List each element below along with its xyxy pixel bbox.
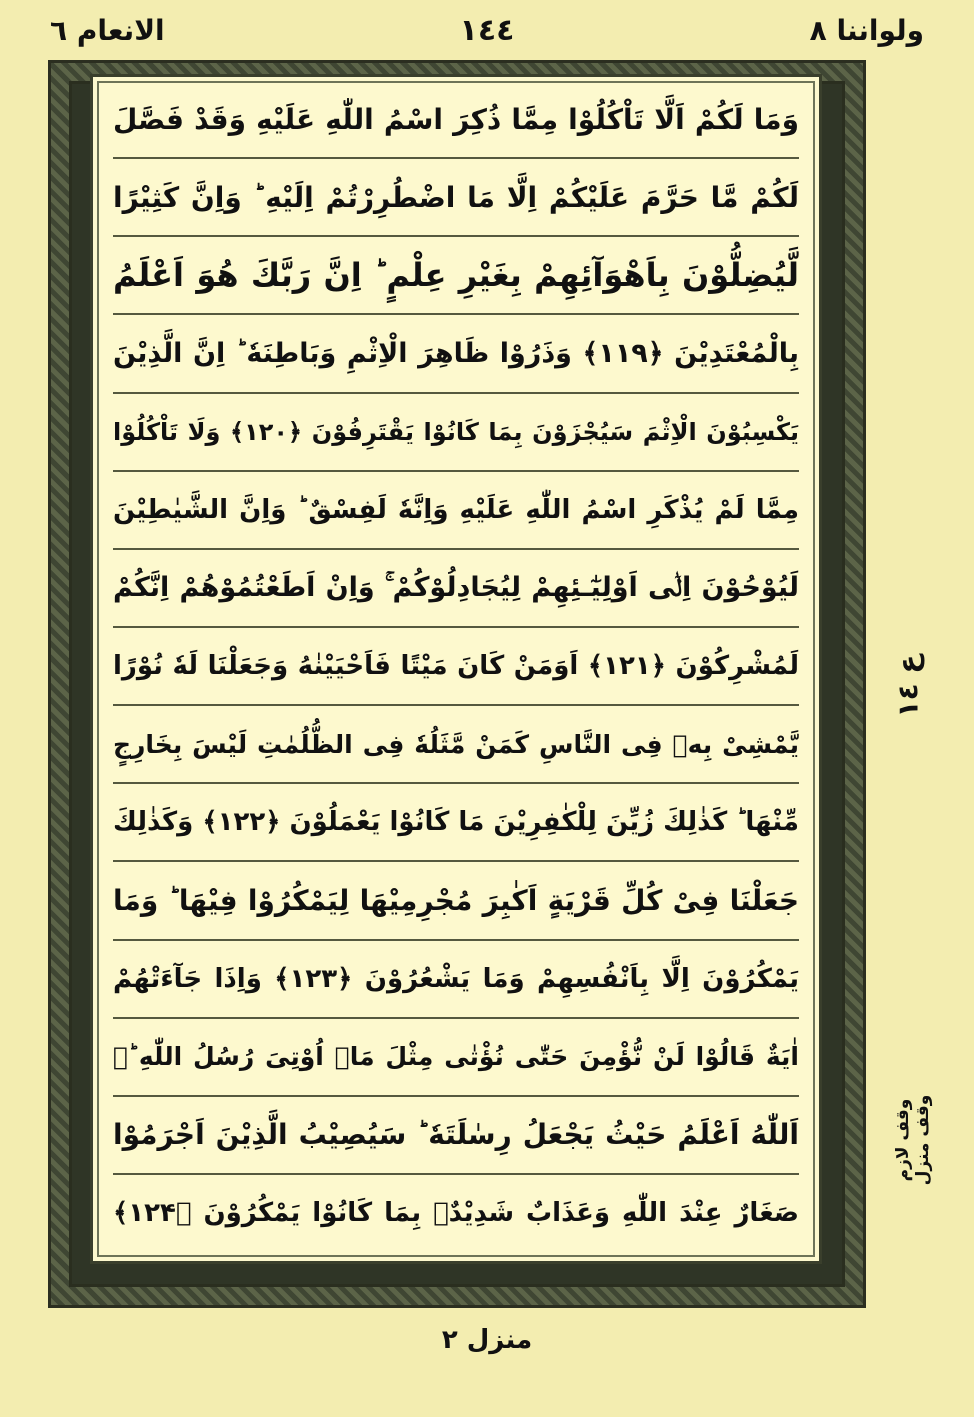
waqf-note-line-1: وقف لازم	[893, 1098, 913, 1182]
page-number: ١٤٤	[459, 13, 515, 48]
verse-line-2: لَكُمْ مَّا حَرَّمَ عَلَيْكُمْ اِلَّا مَا اضْطُرِرْتُمْ اِلَيْهِ ؕ وَاِنَّ كَثِيْرًا	[113, 159, 799, 237]
verse-line-6: مِمَّا لَمْ يُذْكَرِ اسْمُ اللّٰهِ عَلَيْهِ وَاِنَّهٗ لَفِسْقٌ ؕ وَاِنَّ الشَّيٰطِيْنَ	[113, 472, 799, 550]
surah-name: الانعام ٦	[50, 14, 165, 47]
verse-line-10: مِّنْهَا ؕ كَذٰلِكَ زُيِّنَ لِلْكٰفِرِيْنَ مَا كَانُوْا يَعْمَلُوْنَ ﴿۱۲۲﴾ وَكَذٰلِكَ	[113, 784, 799, 862]
verse-line-7: لَيُوْحُوْنَ اِلٰۤى اَوْلِيٰٓـئِهِمْ لِيُجَادِلُوْكُمْ ۚ وَاِنْ اَطَعْتُمُوْهُمْ اِنَّكُمْ	[113, 550, 799, 628]
text-panel	[90, 74, 822, 1264]
verse-line-8: لَمُشْرِكُوْنَ ﴿۱۲۱﴾ اَوَمَنْ كَانَ مَيْتًا فَاَحْيَيْنٰهُ وَجَعَلْنَا لَهٗ نُوْرًا	[113, 628, 799, 706]
page-header	[40, 8, 934, 54]
verse-line-11: جَعَلْنَا فِىْ كُلِّ قَرْيَةٍ اَكٰبِرَ مُجْرِمِيْهَا لِيَمْكُرُوْا فِيْهَا ؕ وَمَا	[113, 862, 799, 940]
verse-line-9: يَّمْشِىْ بِهٖ فِى النَّاسِ كَمَنْ مَّثَلُهٗ فِى الظُّلُمٰتِ لَيْسَ بِخَارِجٍ	[113, 706, 799, 784]
manzil-label: منزل ٢	[441, 1325, 533, 1355]
para-name: ولواننا ٨	[809, 14, 924, 47]
verse-line-5: يَكْسِبُوْنَ الْاِثْمَ سَيُجْزَوْنَ بِمَا كَانُوْا يَقْتَرِفُوْنَ ﴿۱۲۰﴾ وَلَا تَاْكُلُوْا	[113, 394, 799, 472]
waqf-note-line-2: وقف منزل	[913, 1094, 933, 1186]
verse-line-15: صَغَارٌ عِنْدَ اللّٰهِ وَعَذَابٌ شَدِيْدٌۢ بِمَا كَانُوْا يَمْكُرُوْنَ ﴿۱۲۴﴾	[113, 1198, 799, 1229]
verse-line-14: اَللّٰهُ اَعْلَمُ حَيْثُ يَجْعَلُ رِسٰلَتَهٗ ؕ سَيُصِيْبُ الَّذِيْنَ اَجْرَمُوْا	[113, 1097, 799, 1175]
verse-line-3: لَّيُضِلُّوْنَ بِاَهْوَآئِهِمْ بِغَيْرِ عِلْمٍ ؕ اِنَّ رَبَّكَ هُوَ اَعْلَمُ	[113, 237, 799, 315]
verse-line-1: وَمَا لَكُمْ اَلَّا تَاْكُلُوْا مِمَّا ذُكِرَ اسْمُ اللّٰهِ عَلَيْهِ وَقَدْ فَصَّلَ	[113, 81, 799, 159]
verse-lines	[113, 81, 799, 1251]
waqf-note	[893, 1085, 933, 1195]
verse-line-13: اٰيَةٌ قَالُوْا لَنْ نُّؤْمِنَ حَتّٰى نُؤْتٰى مِثْلَ مَاۤ اُوْتِىَ رُسُلُ اللّٰهِ ؕۘ	[113, 1019, 799, 1097]
verse-line-12: يَمْكُرُوْنَ اِلَّا بِاَنْفُسِهِمْ وَمَا يَشْعُرُوْنَ ﴿۱۲۳﴾ وَاِذَا جَآءَتْهُمْ	[113, 941, 799, 1019]
ruku-marker: ع ١٤	[891, 654, 925, 718]
verse-line-4: بِالْمُعْتَدِيْنَ ﴿۱۱۹﴾ وَذَرُوْا ظَاهِرَ الْاِثْمِ وَبَاطِنَهٗ ؕ اِنَّ الَّذِيْنَ	[113, 315, 799, 393]
